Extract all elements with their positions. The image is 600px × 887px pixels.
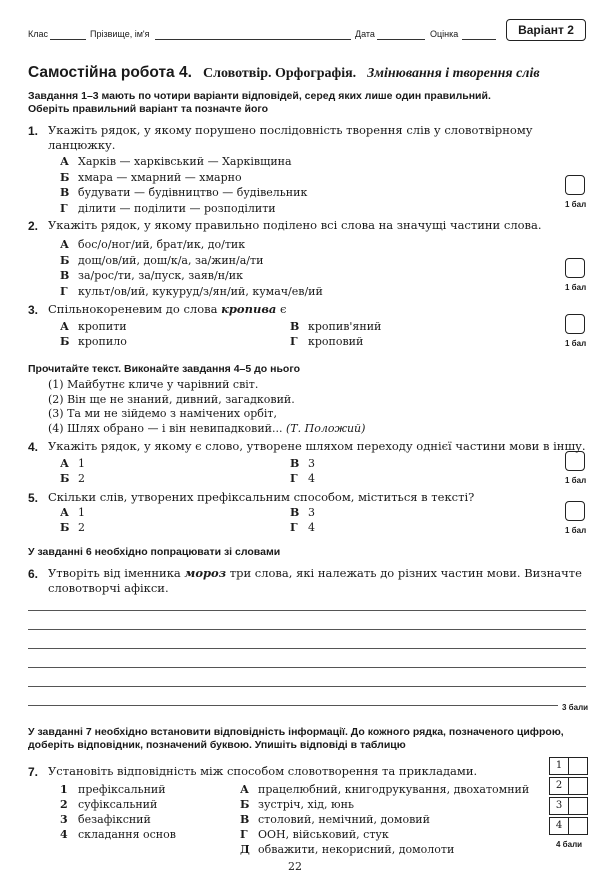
item-letter: Б — [240, 798, 250, 811]
option-text: 2 — [78, 472, 85, 485]
grade-field[interactable] — [462, 39, 496, 40]
right-item-a — [240, 782, 529, 797]
option-text: 2 — [78, 521, 85, 534]
text-instructions: Прочитайте текст. Виконайте завдання 4–5 до нього — [28, 363, 300, 375]
item-text: складання основ — [78, 828, 176, 841]
option-letter: А — [60, 155, 69, 168]
matching-left-column — [60, 782, 176, 842]
question-7-text: Установіть відповідність між способом словотворення та прикладами. — [48, 764, 478, 778]
option-letter: Г — [60, 284, 68, 298]
question-text: Утворіть від іменника — [48, 566, 185, 580]
option-letter: А — [60, 238, 69, 251]
instructions-line: Оберіть правильний варіант та позначте його — [28, 103, 269, 115]
question-3-text — [48, 302, 286, 317]
answer-box-3[interactable] — [565, 314, 585, 334]
item-text: обважити, некорисний, домолоти — [258, 843, 455, 856]
grid-answer-cell[interactable] — [568, 817, 588, 835]
option-letter: Б — [60, 253, 70, 267]
option-text: культ/ов/ий, кукуруд/з/ян/ий, кумач/ев/ий — [78, 284, 323, 298]
question-5-text: Скільки слів, утворених префіксальним способом, міститься в тексті? — [48, 490, 475, 504]
question-2-options — [60, 237, 323, 299]
option-text: кроповий — [308, 335, 364, 348]
poem-line: (1) Майбутнє кличе у чарівний світ. — [48, 378, 259, 391]
grade-label: Оцінка — [430, 29, 459, 39]
option-letter: Б — [60, 170, 70, 184]
question-key-word: кропива — [221, 302, 277, 316]
score-label: 1 бал — [565, 339, 587, 348]
question-number: 6. — [28, 567, 39, 581]
option-c[interactable] — [290, 320, 381, 333]
option-b[interactable] — [60, 335, 127, 348]
score-label: 4 бали — [556, 840, 583, 849]
subtopic-title: Змінювання і творення слів — [367, 66, 540, 81]
grid-answer-cell[interactable] — [568, 777, 588, 795]
right-item-d — [240, 827, 529, 842]
date-field[interactable] — [377, 39, 425, 40]
task-7-instructions — [28, 726, 564, 752]
question-line: словотворчі афікси. — [48, 581, 169, 595]
option-letter: Г — [290, 335, 298, 348]
item-text: суфіксальний — [78, 798, 158, 811]
option-text: хмара — хмарний — хмарно — [78, 170, 242, 184]
score-label: 1 бал — [565, 476, 587, 485]
score-label: 1 бал — [565, 200, 587, 209]
grid-row-number: 3 — [549, 797, 569, 815]
option-letter: В — [60, 186, 70, 199]
question-key-word: мороз — [184, 566, 227, 580]
option-letter: А — [60, 457, 69, 470]
option-a[interactable] — [60, 457, 85, 470]
score-label: 3 бали — [562, 703, 589, 712]
option-letter: В — [290, 506, 300, 519]
question-line: ланцюжку. — [48, 138, 116, 152]
option-letter: А — [60, 320, 69, 333]
item-number: 2 — [60, 798, 68, 811]
item-text: працелюбний, книгодрукування, двохатомний — [258, 783, 530, 796]
option-d[interactable] — [290, 335, 363, 348]
option-text: бос/о/ног/ий, брат/ик, до/тик — [78, 238, 246, 251]
option-letter: Б — [60, 472, 70, 485]
option-b[interactable] — [60, 472, 85, 485]
class-label: Клас — [28, 29, 48, 39]
answer-line[interactable] — [28, 667, 586, 668]
grid-answer-cell[interactable] — [568, 757, 588, 775]
question-6-text — [48, 566, 582, 596]
answer-box-4[interactable] — [565, 451, 585, 471]
item-letter: В — [240, 813, 250, 826]
matching-right-column — [240, 782, 529, 857]
option-text: за/рос/ти, за/пуск, заяв/н/ик — [78, 269, 243, 282]
left-item-1 — [60, 782, 176, 797]
option-d[interactable] — [60, 284, 323, 300]
item-letter: Г — [240, 828, 248, 841]
option-text: 3 — [308, 506, 315, 519]
score-label: 1 бал — [565, 283, 587, 292]
answer-line[interactable] — [28, 686, 586, 687]
page-title — [28, 62, 540, 82]
option-letter: Б — [60, 521, 70, 534]
option-b[interactable] — [60, 170, 307, 186]
question-text: Спільнокореневим до слова — [48, 302, 222, 316]
question-number: 2. — [28, 219, 39, 233]
option-c[interactable] — [60, 268, 323, 284]
question-text: є — [276, 302, 287, 316]
work-title: Самостійна робота 4. — [28, 64, 192, 81]
option-c[interactable] — [60, 185, 307, 201]
option-letter: В — [290, 457, 300, 470]
name-label: Прізвище, ім'я — [90, 29, 150, 39]
option-a[interactable] — [60, 237, 323, 253]
item-number: 1 — [60, 783, 68, 796]
option-a[interactable] — [60, 506, 85, 519]
item-text: ООН, військовий, стук — [258, 828, 389, 841]
option-text: дощ/ов/ий, дош/к/а, за/жин/а/ти — [78, 253, 264, 267]
topic-title: Словотвір. Орфографія. — [203, 66, 357, 81]
answer-line[interactable] — [28, 705, 558, 706]
question-1-options — [60, 154, 307, 216]
grid-row-number: 4 — [549, 817, 569, 835]
answer-box-5[interactable] — [565, 501, 585, 521]
question-line: Укажіть рядок, у якому порушено послідовність творення слів у словотвірному — [48, 123, 533, 137]
grid-answer-cell[interactable] — [568, 797, 588, 815]
option-letter: В — [290, 320, 300, 333]
question-4-text: Укажіть рядок, у якому є слово, утворене шляхом переходу однієї частини мови в іншу. — [48, 439, 586, 453]
option-text: кропити — [78, 320, 127, 333]
left-item-2 — [60, 797, 176, 812]
instructions-line: У завданні 7 необхідно встановити відповідність інформації. До кожного рядка, позначеного цифрою, — [28, 726, 564, 738]
task-6-instructions: У завданні 6 необхідно попрацювати зі словами — [28, 546, 281, 558]
option-text: ділити — поділити — розподілити — [78, 201, 276, 215]
option-c[interactable] — [290, 506, 315, 519]
answer-line[interactable] — [28, 610, 586, 611]
option-letter: Г — [60, 201, 68, 215]
option-a[interactable] — [60, 154, 307, 170]
option-text: 1 — [78, 506, 85, 519]
grid-row-number: 2 — [549, 777, 569, 795]
option-b[interactable] — [60, 521, 85, 534]
poem-line: (3) Та ми не зійдемо з намічених орбіт, — [48, 407, 277, 420]
option-d[interactable] — [290, 521, 315, 534]
poem-line: (2) Він ще не знаний, дивний, загадковий. — [48, 392, 295, 406]
page-number: 22 — [288, 860, 302, 873]
question-number: 7. — [28, 765, 39, 779]
score-label: 1 бал — [565, 526, 587, 535]
answer-line[interactable] — [28, 629, 586, 630]
right-item-b — [240, 797, 529, 812]
option-letter: Г — [290, 521, 298, 534]
question-number: 5. — [28, 491, 39, 505]
item-letter: А — [240, 783, 249, 796]
option-text: Харків — харківський — Харківщина — [78, 155, 292, 168]
answer-box-2[interactable] — [565, 258, 585, 278]
item-text: зустріч, хід, юнь — [258, 798, 354, 811]
right-item-e — [240, 842, 529, 857]
question-text: три слова, які належать до різних частин мови. Визначте — [226, 566, 582, 580]
item-letter: Д — [240, 843, 250, 856]
item-text: столовий, немічний, домовий — [258, 813, 430, 826]
option-letter: Б — [60, 335, 70, 348]
left-item-4 — [60, 827, 176, 842]
poem-line: (4) Шлях обрано — і він невипадковий... — [48, 421, 283, 435]
option-text: кропив'яний — [308, 320, 382, 333]
instructions-line: доберіть відповідник, позначений буквою. Упишіть відповіді в таблицю — [28, 739, 406, 751]
answer-line[interactable] — [28, 648, 586, 649]
right-item-c — [240, 812, 529, 827]
poem — [48, 378, 365, 436]
option-b[interactable] — [60, 253, 323, 269]
poem-author: (Т. Положий) — [285, 421, 366, 435]
option-text: 1 — [78, 457, 85, 470]
option-text: 4 — [308, 472, 315, 485]
instructions-line: Завдання 1–3 мають по чотири варіанти відповідей, серед яких лише один правильний. — [28, 90, 491, 102]
variant-badge: Варіант 2 — [506, 19, 586, 41]
option-a[interactable] — [60, 320, 127, 333]
option-text: 3 — [308, 457, 315, 470]
item-number: 3 — [60, 813, 68, 826]
option-letter: Г — [290, 472, 298, 485]
question-number: 3. — [28, 303, 39, 317]
item-text: префіксальний — [78, 783, 166, 796]
option-c[interactable] — [290, 457, 315, 470]
option-letter: А — [60, 506, 69, 519]
name-field[interactable] — [155, 39, 351, 40]
question-number: 1. — [28, 124, 39, 138]
option-d[interactable] — [290, 472, 315, 485]
date-label: Дата — [355, 29, 375, 39]
item-number: 4 — [60, 828, 68, 841]
question-2-text: Укажіть рядок, у якому правильно поділено всі слова на значущі частини слова. — [48, 218, 542, 232]
question-number: 4. — [28, 440, 39, 454]
answer-box-1[interactable] — [565, 175, 585, 195]
question-1-text — [48, 123, 533, 153]
instructions-1-3 — [28, 90, 491, 116]
option-d[interactable] — [60, 201, 307, 217]
option-text: 4 — [308, 521, 315, 534]
class-field[interactable] — [50, 39, 86, 40]
option-text: кропило — [78, 335, 127, 348]
left-item-3 — [60, 812, 176, 827]
grid-row-number: 1 — [549, 757, 569, 775]
item-text: безафіксний — [78, 813, 151, 826]
option-letter: В — [60, 269, 70, 282]
option-text: будувати — будівництво — будівельник — [78, 186, 308, 199]
